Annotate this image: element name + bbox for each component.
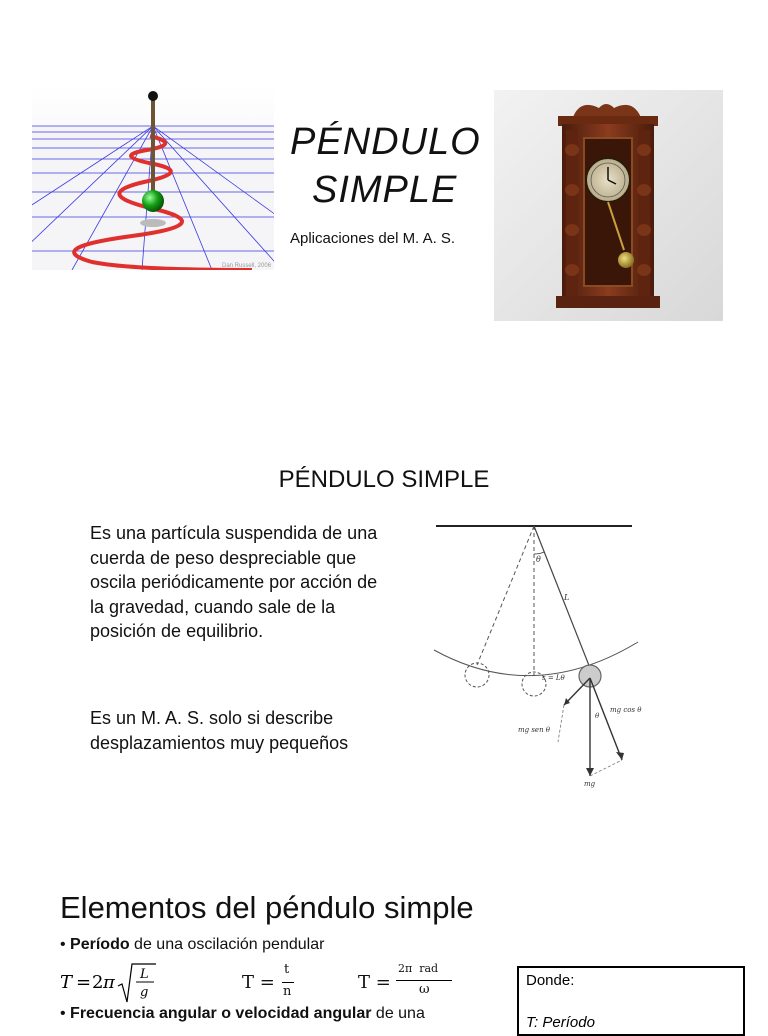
slide1-title-line1: PÉNDULO [290,121,481,163]
formula3-bar [396,980,452,981]
formula3-lhs: T = [358,972,391,993]
angular-frequency-bullet: • Frecuencia angular o velocidad angular de una [60,1005,425,1022]
svg-text:L: L [140,967,149,982]
formula3-den: ω [419,982,430,997]
theta2-label: θ [595,712,600,720]
where-period-definition: T: Período [526,1014,595,1031]
svg-text:π: π [103,972,115,993]
svg-text:=: = [76,972,92,993]
pendulum-clock-image [494,90,723,321]
formula2-bar [282,982,294,983]
svg-text:T: T [60,972,73,993]
formula2-den: n [283,984,292,999]
slide1-subtitle: Aplicaciones del M. A. S. [290,230,456,247]
tension-label: mg cos θ [610,706,642,714]
theta-label: θ [536,555,541,564]
weight-label: mg [584,780,596,788]
period-bullet-rest: de una oscilación pendular [129,936,325,953]
length-label: L [564,593,570,602]
slide3-title: Elementos del péndulo simple [60,890,474,925]
tangential-label: mg sen θ [518,726,551,734]
slide1-title-line2: SIMPLE [312,169,458,211]
angular-frequency-bold: Frecuencia angular o velocidad angular [70,1005,372,1022]
where-label: Donde: [526,972,575,989]
pendulum-force-diagram [432,520,648,788]
svg-text:2: 2 [92,972,104,993]
condition-paragraph: Es un M. A. S. solo si describe desplazamientos muy pequeños [90,708,349,753]
arc-label: s = Lθ [542,674,565,682]
formula3-num: 2π rad [398,962,439,975]
period-formula-1 [60,960,170,1010]
slide2-title: PÉNDULO SIMPLE [278,466,490,493]
slide1-title [290,118,490,214]
definition-paragraph: Es una partícula suspendida de una cuerda de peso despreciable que oscila periódicamente por acción de la gravedad, cuando sale de la posición de equilibrio. [90,523,378,642]
pendulum-3d-image [32,86,274,270]
watermark-text: Dan Russell, 2006 [222,263,272,269]
period-bullet: • Período de una oscilación pendular [60,936,325,953]
period-formula-2 [242,962,302,1002]
formula2-num: t [284,962,290,977]
formula2-lhs: T = [242,972,275,993]
angular-frequency-rest: de una [371,1005,425,1022]
svg-text:g: g [140,985,149,1000]
period-formula-3 [358,962,468,1002]
period-bullet-bold: Período [70,936,130,953]
